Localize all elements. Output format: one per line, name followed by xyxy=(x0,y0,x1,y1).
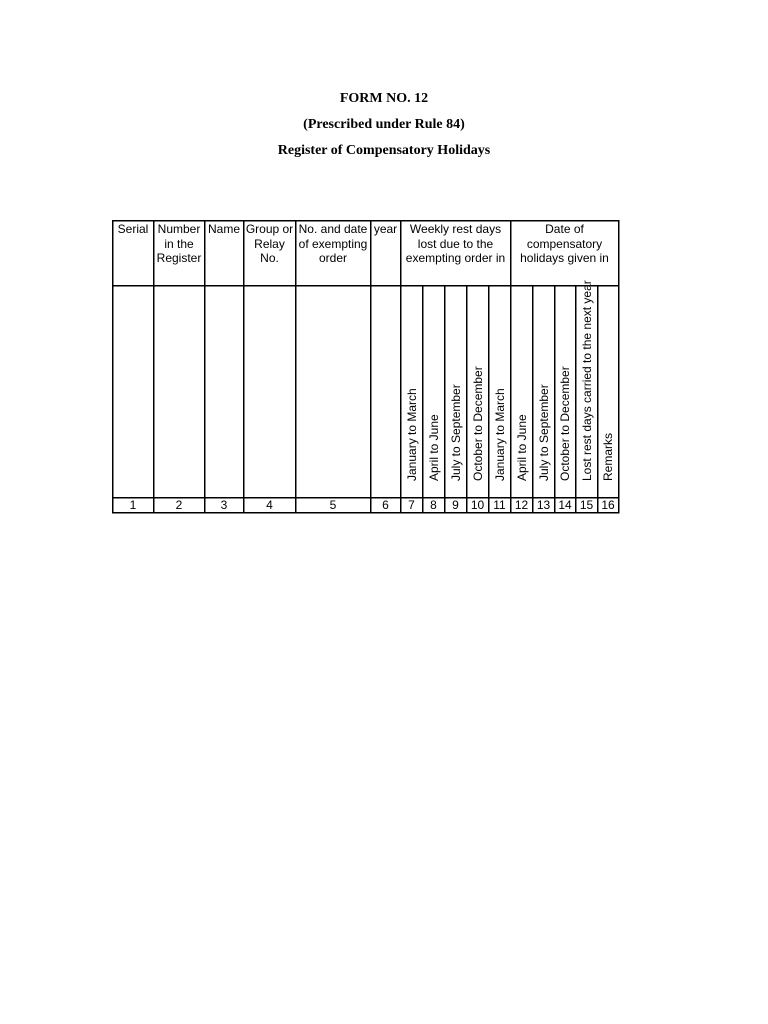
subheader-label: January to March xyxy=(492,388,507,481)
subheader-label: October to December xyxy=(558,366,572,481)
column-number: 16 xyxy=(601,498,615,512)
subheader-label: January to March xyxy=(404,388,419,481)
subheader-label: April to June xyxy=(514,414,529,481)
column-number: 1 xyxy=(129,498,137,512)
subheader-lost-apr-jun xyxy=(423,286,444,497)
header-name: Name xyxy=(207,222,240,236)
subheader-lost-rest-days-carried xyxy=(576,280,597,497)
form-rule-reference: (Prescribed under Rule 84) xyxy=(303,117,465,132)
column-number: 12 xyxy=(514,498,529,512)
subheader-lost-jul-sep xyxy=(445,286,466,497)
header-serial: Serial xyxy=(117,222,149,236)
subheader-label: October to December xyxy=(470,366,485,481)
subheader-given-jul-sep xyxy=(533,286,554,497)
column-number: 13 xyxy=(536,498,551,512)
subheader-lost-jan-mar xyxy=(401,286,422,497)
subheader-remarks xyxy=(598,286,618,497)
subheader-label: Remarks xyxy=(601,432,615,481)
subheader-label: Lost rest days carried to the next year xyxy=(579,280,594,481)
form-title: Register of Compensatory Holidays xyxy=(277,143,491,158)
column-number: 7 xyxy=(408,498,415,512)
header-group-or-relay: Group or Relay No. xyxy=(245,222,294,265)
column-number: 2 xyxy=(175,498,183,512)
subheader-lost-oct-dec xyxy=(467,286,488,497)
header-date-of-compensatory-holidays: Date of compensatory holidays given in xyxy=(520,222,609,265)
form-number: FORM NO. 12 xyxy=(339,91,429,106)
column-number: 6 xyxy=(382,498,389,512)
subheader-given-oct-dec xyxy=(555,286,575,497)
column-number: 11 xyxy=(493,498,506,512)
subheader-label: July to September xyxy=(448,384,463,481)
subheader-given-apr-jun xyxy=(511,286,532,497)
subheader-label: July to September xyxy=(536,384,551,481)
column-number: 15 xyxy=(579,498,594,512)
column-number: 5 xyxy=(329,498,337,512)
header-exempting-order: No. and date of exempting order xyxy=(298,222,368,265)
header-number-in-register: Number in the Register xyxy=(156,222,202,265)
column-number: 4 xyxy=(266,498,273,512)
column-number: 8 xyxy=(430,498,437,512)
subheader-label: April to June xyxy=(426,414,441,481)
column-number: 14 xyxy=(558,498,572,512)
header-weekly-rest-days-lost: Weekly rest days lost due to the exempting order in xyxy=(405,222,506,265)
subheader-given-jan-mar xyxy=(489,286,510,497)
column-number: 9 xyxy=(452,498,459,512)
header-year: year xyxy=(373,222,398,236)
column-number: 10 xyxy=(470,498,485,512)
column-number: 3 xyxy=(220,498,228,512)
